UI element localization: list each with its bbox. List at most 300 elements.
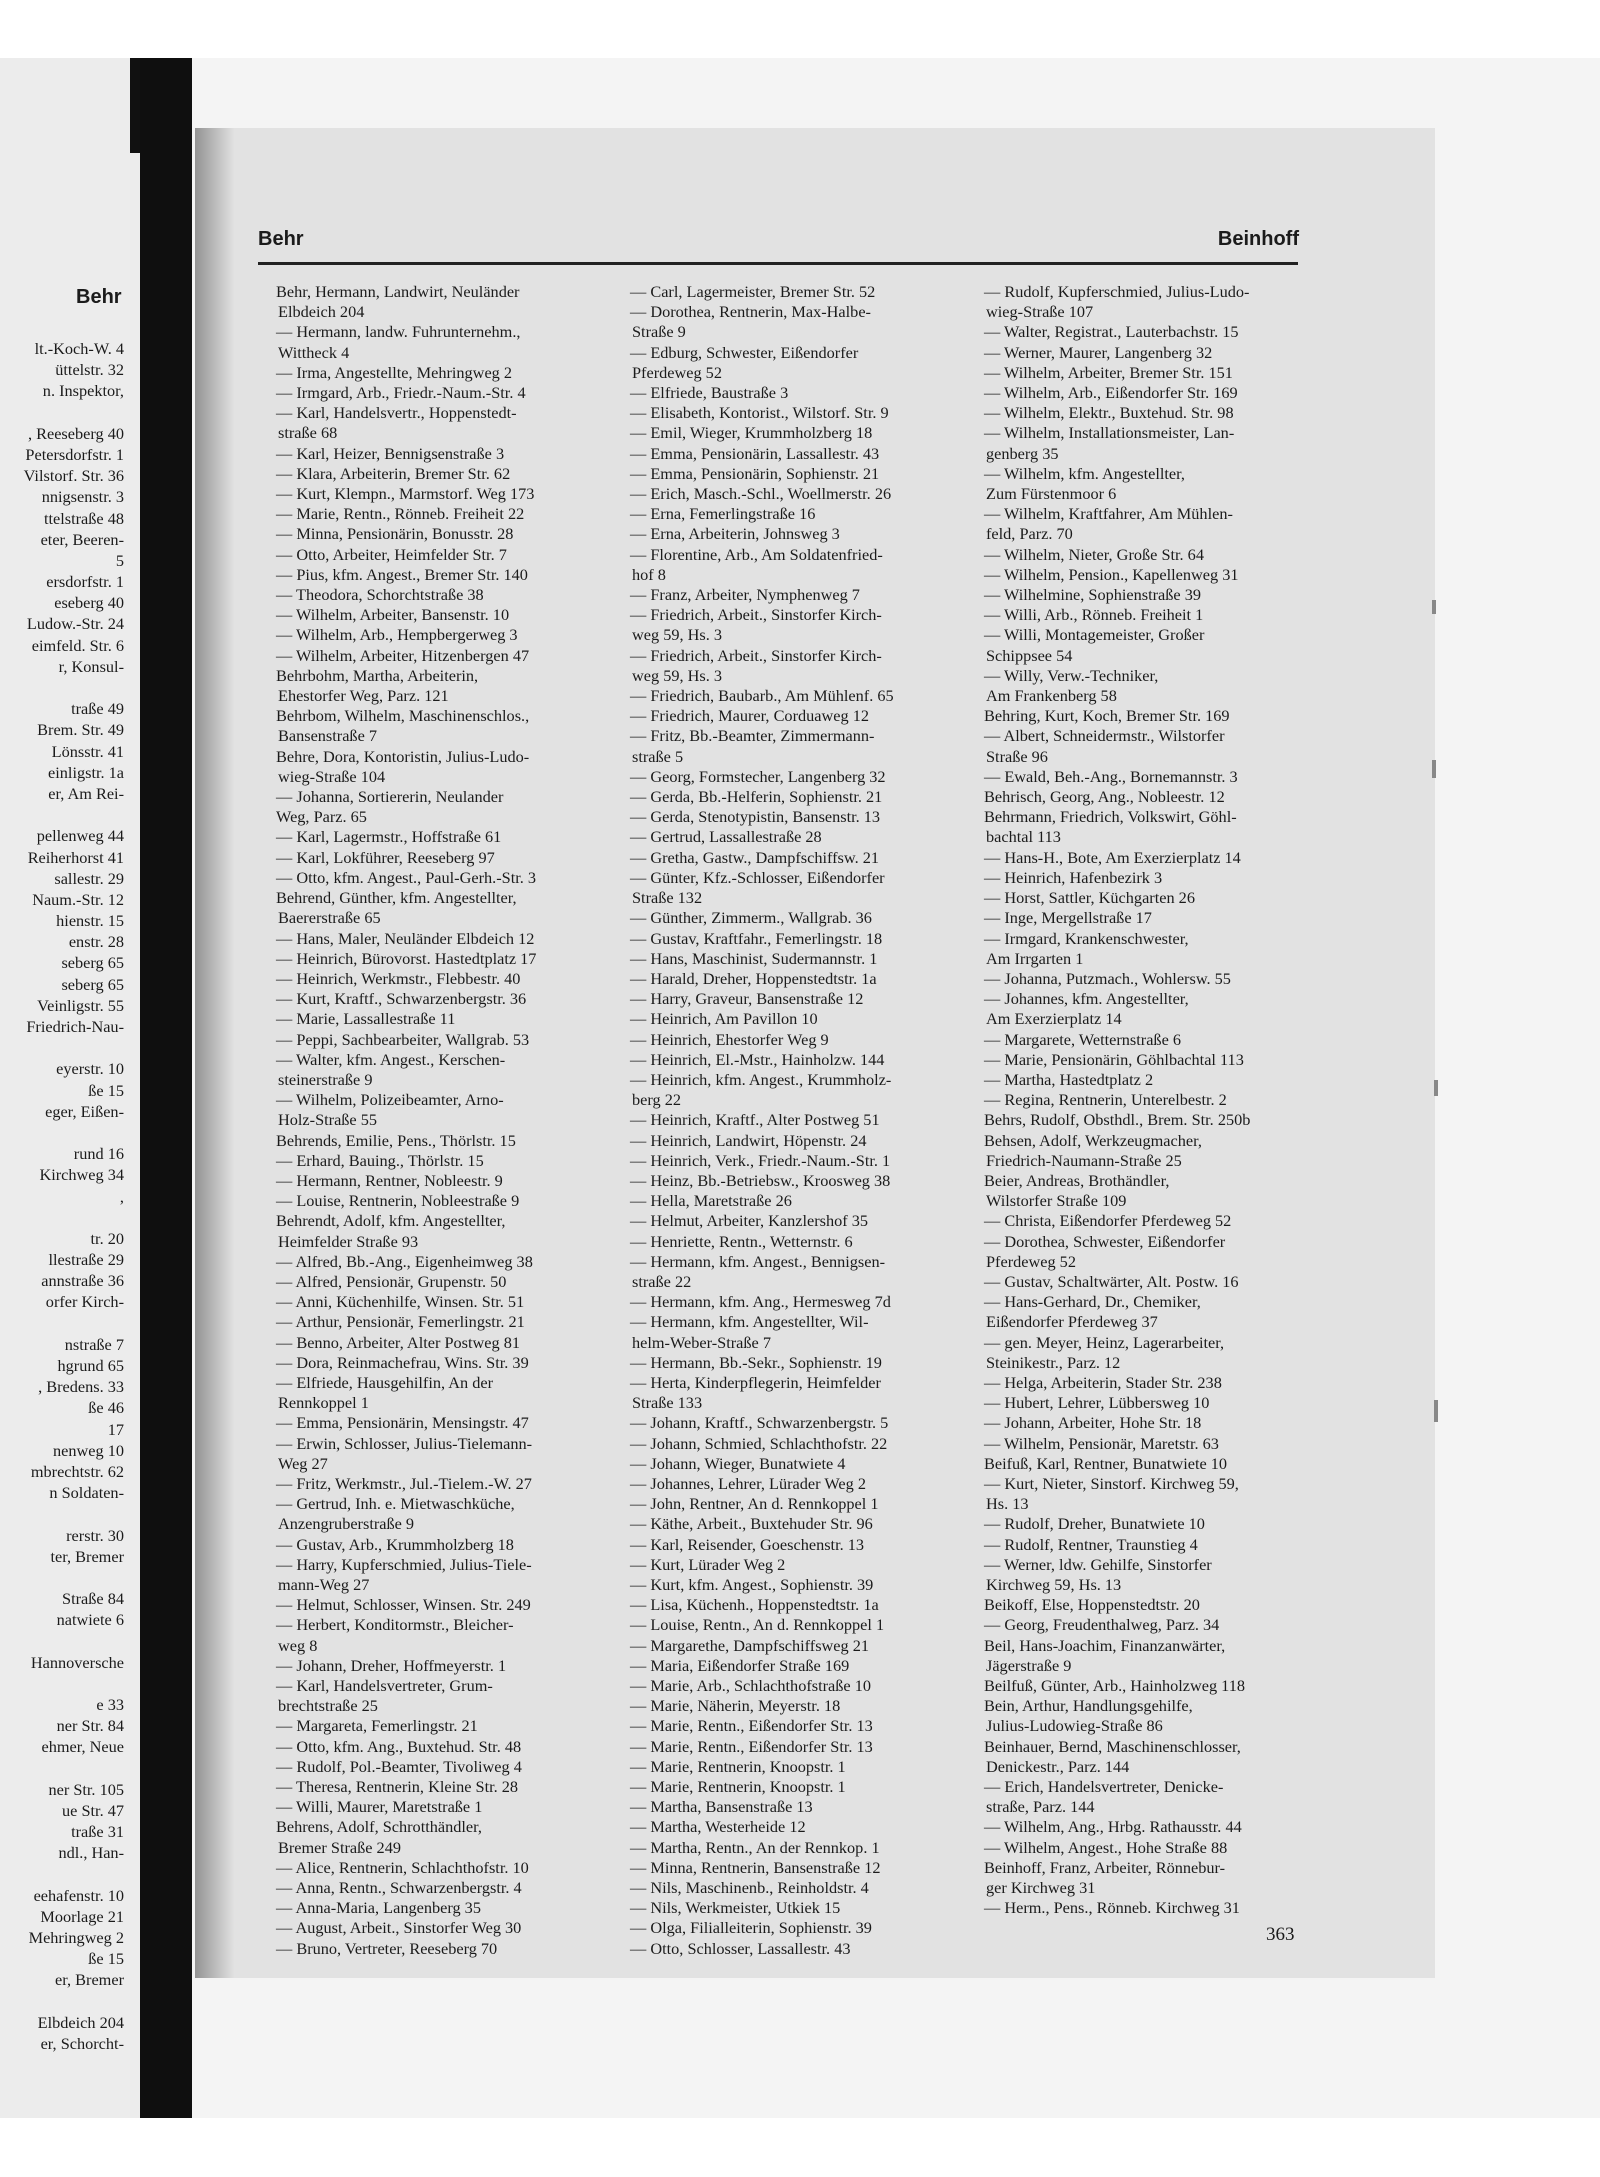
directory-entry: — Johanna, Putzmach., Wohlersw. 55	[984, 968, 1231, 988]
left-fragment-line: ner Str. 105	[48, 1779, 124, 1799]
directory-entry: — Marie, Rentn., Eißendorfer Str. 13	[630, 1716, 873, 1736]
entry-continuation: Heimfelder Straße 93	[278, 1231, 419, 1251]
directory-entry: — Hermann, Bb.-Sekr., Sophienstr. 19	[630, 1352, 882, 1372]
entry-continuation: wieg-Straße 107	[986, 302, 1094, 322]
entry-continuation: Wilstorfer Straße 109	[986, 1191, 1127, 1211]
directory-entry: — Elfriede, Hausgehilfin, An der	[276, 1372, 494, 1392]
directory-entry: — Karl, Reisender, Goeschenstr. 13	[630, 1534, 865, 1554]
directory-entry: — Johannes, Lehrer, Lürader Weg 2	[630, 1473, 866, 1493]
directory-entry: — Marie, Rentn., Eißendorfer Str. 13	[630, 1736, 873, 1756]
directory-entry: — Emma, Pensionärin, Lassallestr. 43	[630, 443, 880, 463]
directory-entry: — Käthe, Arbeit., Buxtehuder Str. 96	[630, 1514, 873, 1534]
left-page-header: Behr	[76, 286, 122, 308]
directory-entry: Behre, Dora, Kontoristin, Julius-Ludo-	[276, 746, 530, 766]
directory-entry: Behrend, Günther, kfm. Angestellter,	[276, 888, 517, 908]
entry-continuation: straße 5	[632, 746, 684, 766]
left-fragment-line: Naum.-Str. 12	[32, 889, 124, 909]
left-fragment-line: 5	[115, 550, 124, 570]
directory-entry: — Margarethe, Dampfschiffsweg 21	[630, 1635, 870, 1655]
directory-entry: — Heinrich, Werkmstr., Flebbestr. 40	[276, 968, 521, 988]
left-fragment-line	[0, 1991, 124, 2012]
directory-entry: Behsen, Adolf, Werkzeugmacher,	[984, 1130, 1202, 1150]
directory-entry: — Bruno, Vertreter, Reeseberg 70	[276, 1938, 498, 1958]
entry-continuation: ger Kirchweg 31	[986, 1878, 1096, 1898]
directory-entry: Bein, Arthur, Handlungsgehilfe,	[984, 1696, 1193, 1716]
entry-continuation: straße 68	[278, 423, 338, 443]
directory-entry: — Gerda, Bb.-Helferin, Sophienstr. 21	[630, 787, 883, 807]
directory-entry: — Erna, Femerlingstraße 16	[630, 504, 816, 524]
directory-entry: — Wilhelmine, Sophienstraße 39	[984, 585, 1201, 605]
directory-entry: — Heinrich, Kraftf., Alter Postweg 51	[630, 1110, 880, 1130]
directory-entry: — Nils, Maschinenb., Reinholdstr. 4	[630, 1878, 869, 1898]
directory-entry: — Maria, Eißendorfer Straße 169	[630, 1655, 850, 1675]
directory-entry: — Fritz, Werkmstr., Jul.-Tielem.-W. 27	[276, 1473, 532, 1493]
directory-entry: — Karl, Handelsvertr., Hoppenstedt-	[276, 403, 517, 423]
directory-entry: — Dorothea, Rentnerin, Max-Halbe-	[630, 302, 871, 322]
directory-entry: — Marie, Rentnerin, Knoopstr. 1	[630, 1756, 846, 1776]
directory-entry: — Benno, Arbeiter, Alter Postweg 81	[276, 1332, 520, 1352]
entry-continuation: Rennkoppel 1	[278, 1393, 369, 1413]
directory-entry: — Gertrud, Inh. e. Mietwaschküche,	[276, 1494, 515, 1514]
directory-entry: — Heinrich, Verk., Friedr.-Naum.-Str. 1	[630, 1150, 891, 1170]
entry-continuation: bachtal 113	[986, 827, 1061, 847]
directory-entry: — Gretha, Gastw., Dampfschiffsw. 21	[630, 847, 879, 867]
directory-entry: — Heinrich, Am Pavillon 10	[630, 1009, 818, 1029]
directory-entry: — gen. Meyer, Heinz, Lagerarbeiter,	[984, 1332, 1225, 1352]
entry-continuation: Pferdeweg 52	[632, 362, 722, 382]
entry-continuation: Zum Fürstenmoor 6	[986, 484, 1117, 504]
left-fragment-line	[0, 1758, 124, 1779]
entry-continuation: weg 59, Hs. 3	[632, 625, 722, 645]
directory-entry: — Otto, Arbeiter, Heimfelder Str. 7	[276, 544, 507, 564]
directory-entry: — Alfred, Bb.-Ang., Eigenheimweg 38	[276, 1251, 533, 1271]
directory-entry: — Herbert, Konditormstr., Bleicher-	[276, 1615, 514, 1635]
directory-entry: — Wilhelm, Installationsmeister, Lan-	[984, 423, 1235, 443]
left-fragment-line: eseberg 40	[54, 593, 124, 613]
directory-entry: — Marie, Pensionärin, Göhlbachtal 113	[984, 1049, 1244, 1069]
left-fragment-line: Vilstorf. Str. 36	[23, 466, 124, 486]
directory-entry: — Wilhelm, Pensionär, Maretstr. 63	[984, 1433, 1219, 1453]
directory-entry: — Wilhelm, Elektr., Buxtehud. Str. 98	[984, 403, 1234, 423]
directory-entry: — Edburg, Schwester, Eißendorfer	[630, 342, 859, 362]
left-fragment-line: tr. 20	[90, 1228, 124, 1248]
directory-entry: — Minna, Rentnerin, Bansenstraße 12	[630, 1857, 881, 1877]
directory-entry: — Hermann, Rentner, Nobleestr. 9	[276, 1170, 503, 1190]
left-fragment-line: ße 46	[88, 1398, 124, 1418]
left-fragment-line: hienstr. 15	[56, 911, 124, 931]
directory-column-2	[612, 282, 952, 1959]
directory-entry: — Dorothea, Schwester, Eißendorfer	[984, 1231, 1226, 1251]
margin-mark	[1432, 760, 1436, 778]
left-fragment-line	[0, 1037, 124, 1058]
entry-continuation: weg 8	[278, 1635, 318, 1655]
directory-entry: — Friedrich, Maurer, Corduaweg 12	[630, 706, 869, 726]
directory-entry: — Erich, Handelsvertreter, Denicke-	[984, 1777, 1224, 1797]
directory-entry: — Fritz, Bb.-Beamter, Zimmermann-	[630, 726, 875, 746]
directory-entry: — Martha, Rentn., An der Rennkop. 1	[630, 1837, 880, 1857]
directory-entry: Behrisch, Georg, Ang., Nobleestr. 12	[984, 787, 1225, 807]
directory-entry: — Carl, Lagermeister, Bremer Str. 52	[630, 282, 876, 301]
left-fragment-line: er, Schorcht-	[40, 2034, 124, 2053]
left-fragment-line: eehafenstr. 10	[33, 1885, 124, 1905]
directory-entry: — Heinz, Bb.-Betriebsw., Kroosweg 38	[630, 1170, 891, 1190]
left-fragment-line	[0, 677, 124, 698]
entry-continuation: Pferdeweg 52	[986, 1251, 1076, 1271]
directory-entry: — Hubert, Lehrer, Lübbersweg 10	[984, 1393, 1210, 1413]
directory-entry: — Klara, Arbeiterin, Bremer Str. 62	[276, 463, 511, 483]
entry-continuation: brechtstraße 25	[278, 1696, 378, 1716]
entry-continuation: Julius-Ludowieg-Straße 86	[986, 1716, 1163, 1736]
left-fragment-line: einligstr. 1a	[48, 762, 124, 782]
left-fragment-line: ehmer, Neue	[41, 1737, 124, 1757]
left-fragment-line: eyerstr. 10	[56, 1059, 124, 1079]
left-fragment-line	[0, 1567, 124, 1588]
entry-continuation: weg 59, Hs. 3	[632, 665, 722, 685]
directory-entry: — Margareta, Femerlingstr. 21	[276, 1716, 478, 1736]
entry-continuation: genberg 35	[986, 443, 1059, 463]
directory-entry: — Otto, kfm. Angest., Paul-Gerh.-Str. 3	[276, 867, 537, 887]
entry-continuation: Bremer Straße 249	[278, 1837, 401, 1857]
running-header-right: Beinhoff	[1217, 228, 1299, 250]
directory-entry: — Willy, Verw.-Techniker,	[984, 665, 1159, 685]
entry-continuation: Am Irrgarten 1	[986, 948, 1084, 968]
left-fragment-line: ue Str. 47	[62, 1800, 124, 1820]
left-fragment-line	[0, 1313, 124, 1334]
directory-entry: — Werner, ldw. Gehilfe, Sinstorfer	[984, 1554, 1212, 1574]
left-fragment-line: n Soldaten-	[49, 1483, 124, 1503]
entry-continuation: hof 8	[632, 564, 666, 584]
directory-entry: — Heinrich, Bürovorst. Hastedtplatz 17	[276, 948, 537, 968]
left-fragment-line: rund 16	[73, 1144, 124, 1164]
directory-entry: Behrbohm, Martha, Arbeiterin,	[276, 665, 479, 685]
directory-entry: — Johannes, kfm. Angestellter,	[984, 989, 1189, 1009]
directory-entry: — Wilhelm, Arb., Eißendorfer Str. 169	[984, 383, 1238, 403]
directory-entry: — Karl, Heizer, Bennigsenstraße 3	[276, 443, 505, 463]
directory-entry: — Ewald, Beh.-Ang., Bornemannstr. 3	[984, 766, 1238, 786]
directory-entry: — Hermann, landw. Fuhrunternehm.,	[276, 322, 521, 342]
directory-entry: — Louise, Rentnerin, Nobleestraße 9	[276, 1191, 520, 1211]
directory-entry: — Helmut, Arbeiter, Kanzlershof 35	[630, 1211, 869, 1231]
directory-entry: — Gustav, Schaltwärter, Alt. Postw. 16	[984, 1271, 1239, 1291]
left-fragment-line	[0, 1503, 124, 1524]
left-fragment-line: r, Konsul-	[58, 656, 124, 676]
directory-entry: — Otto, kfm. Ang., Buxtehud. Str. 48	[276, 1736, 522, 1756]
directory-entry: — Johann, Arbeiter, Hohe Str. 18	[984, 1413, 1202, 1433]
directory-column-1	[258, 282, 598, 1959]
left-fragment-line: ter, Bremer	[50, 1546, 124, 1566]
directory-entry: Beifuß, Karl, Rentner, Bunatwiete 10	[984, 1453, 1228, 1473]
directory-entry: — Willi, Maurer, Maretstraße 1	[276, 1797, 483, 1817]
directory-entry: — Friedrich, Arbeit., Sinstorfer Kirch-	[630, 605, 882, 625]
entry-continuation: Friedrich-Naumann-Straße 25	[986, 1150, 1182, 1170]
directory-entry: Beinhauer, Bernd, Maschinenschlosser,	[984, 1736, 1241, 1756]
directory-entry: — Arthur, Pensionär, Femerlingstr. 21	[276, 1312, 525, 1332]
running-header-left: Behr	[258, 228, 304, 250]
directory-entry: — Heinrich, kfm. Angest., Krummholz-	[630, 1069, 892, 1089]
directory-entry: — Kurt, Klempn., Marmstorf. Weg 173	[276, 484, 535, 504]
entry-continuation: steinerstraße 9	[278, 1069, 373, 1089]
directory-entry: — Heinrich, El.-Mstr., Hainholzw. 144	[630, 1049, 885, 1069]
directory-entry: — Johann, Kraftf., Schwarzenbergstr. 5	[630, 1413, 889, 1433]
directory-entry: — Wilhelm, Arbeiter, Bansenstr. 10	[276, 605, 510, 625]
left-fragment-line: ndl., Han-	[58, 1843, 124, 1863]
directory-entry: — Erwin, Schlosser, Julius-Tielemann-	[276, 1433, 533, 1453]
left-fragment-line: traße 49	[71, 699, 124, 719]
directory-entry: — Hans, Maschinist, Sudermannstr. 1	[630, 948, 878, 968]
directory-entry: — Minna, Pensionärin, Bonusstr. 28	[276, 524, 514, 544]
directory-entry: — Georg, Freudenthalweg, Parz. 34	[984, 1615, 1220, 1635]
directory-entry: — Rudolf, Pol.-Beamter, Tivoliweg 4	[276, 1756, 522, 1776]
directory-entry: — Harry, Kupferschmied, Julius-Tiele-	[276, 1554, 532, 1574]
left-fragment-line: Kirchweg 34	[39, 1165, 124, 1185]
directory-entry: — Florentine, Arb., Am Soldatenfried-	[630, 544, 883, 564]
directory-entry: — Gustav, Kraftfahr., Femerlingstr. 18	[630, 928, 883, 948]
entry-continuation: Wittheck 4	[278, 342, 350, 362]
directory-entry: — Georg, Formstecher, Langenberg 32	[630, 766, 886, 786]
directory-entry: — Wilhelm, Arb., Hempbergerweg 3	[276, 625, 518, 645]
entry-continuation: berg 22	[632, 1090, 681, 1110]
directory-entry: — Wilhelm, Pension., Kapellenweg 31	[984, 564, 1239, 584]
directory-entry: — Heinrich, Hafenbezirk 3	[984, 867, 1163, 887]
left-fragment-line: Moorlage 21	[40, 1906, 124, 1926]
entry-continuation: Am Exerzierplatz 14	[986, 1009, 1122, 1029]
left-fragment-line: er, Am Rei-	[48, 783, 124, 803]
directory-column-3	[966, 282, 1306, 1918]
directory-entry: — Hans, Maler, Neuländer Elbdeich 12	[276, 928, 535, 948]
left-fragment-line: ner Str. 84	[56, 1716, 124, 1736]
entry-continuation: Hs. 13	[986, 1494, 1029, 1514]
left-fragment-line: seberg 65	[61, 974, 124, 994]
directory-entry: — Henriette, Rentn., Wetternstr. 6	[630, 1231, 853, 1251]
directory-entry: — Wilhelm, Ang., Hrbg. Rathausstr. 44	[984, 1817, 1242, 1837]
directory-entry: — Wilhelm, Arbeiter, Hitzenbergen 47	[276, 645, 530, 665]
directory-entry: — Harald, Dreher, Hoppenstedtstr. 1a	[630, 968, 877, 988]
directory-entry: — Walter, Registrat., Lauterbachstr. 15	[984, 322, 1239, 342]
directory-entry: Behrs, Rudolf, Obsthdl., Brem. Str. 250b	[984, 1110, 1251, 1130]
directory-entry: Beinhoff, Franz, Arbeiter, Rönnebur-	[984, 1857, 1226, 1877]
left-fragment-line: ße 15	[88, 1080, 124, 1100]
directory-entry: Behring, Kurt, Koch, Bremer Str. 169	[984, 706, 1230, 726]
left-fragment-line: Elbdeich 204	[37, 2012, 124, 2032]
directory-entry: Behrendt, Adolf, kfm. Angestellter,	[276, 1211, 506, 1231]
directory-entry: — Rudolf, Dreher, Bunatwiete 10	[984, 1514, 1205, 1534]
left-fragment-line: Petersdorfstr. 1	[25, 444, 124, 464]
left-fragment-line: enstr. 28	[68, 932, 124, 952]
directory-entry: — Marie, Näherin, Meyerstr. 18	[630, 1696, 841, 1716]
directory-entry: — Erich, Masch.-Schl., Woellmerstr. 26	[630, 484, 892, 504]
directory-entry: — Willi, Arb., Rönneb. Freiheit 1	[984, 605, 1204, 625]
directory-entry: — Martha, Bansenstraße 13	[630, 1797, 813, 1817]
left-fragment-line: mbrechtstr. 62	[30, 1461, 124, 1481]
left-fragment-line: seberg 65	[61, 953, 124, 973]
header-rule	[258, 262, 1298, 265]
entry-continuation: feld, Parz. 70	[986, 524, 1073, 544]
directory-entry: — Anna, Rentn., Schwarzenbergstr. 4	[276, 1878, 522, 1898]
directory-entry: — Rudolf, Rentner, Traunstieg 4	[984, 1534, 1198, 1554]
left-fragment-line: Brem. Str. 49	[37, 720, 124, 740]
directory-entry: — Hermann, kfm. Ang., Hermesweg 7d	[630, 1292, 891, 1312]
directory-entry: — Irmgard, Arb., Friedr.-Naum.-Str. 4	[276, 383, 526, 403]
directory-entry: — Theresa, Rentnerin, Kleine Str. 28	[276, 1777, 519, 1797]
directory-entry: — Günter, Kfz.-Schlosser, Eißendorfer	[630, 867, 885, 887]
entry-continuation: wieg-Straße 104	[278, 766, 386, 786]
directory-entry: — Erna, Arbeiterin, Johnsweg 3	[630, 524, 840, 544]
entry-continuation: Am Frankenberg 58	[986, 686, 1117, 706]
directory-entry: — Johann, Schmied, Schlachthofstr. 22	[630, 1433, 888, 1453]
directory-entry: — August, Arbeit., Sinstorfer Weg 30	[276, 1918, 522, 1938]
directory-entry: — Gerda, Stenotypistin, Bansenstr. 13	[630, 807, 881, 827]
entry-continuation: Elbdeich 204	[278, 302, 365, 322]
left-fragment-line: e 33	[96, 1695, 124, 1714]
directory-entry: — Irmgard, Krankenschwester,	[984, 928, 1189, 948]
entry-continuation: Weg 27	[278, 1453, 328, 1473]
left-fragment-line	[0, 804, 124, 825]
directory-entry: Beil, Hans-Joachim, Finanzanwärter,	[984, 1635, 1226, 1655]
left-fragment-line: Friedrich-Nau-	[26, 1017, 124, 1036]
directory-entry: — Marie, Rentnerin, Knoopstr. 1	[630, 1777, 846, 1797]
directory-entry: — Emma, Pensionärin, Mensingstr. 47	[276, 1413, 529, 1433]
directory-entry: — Johann, Wieger, Bunatwiete 4	[630, 1453, 846, 1473]
left-fragment-line: nnigsenstr. 3	[41, 487, 124, 507]
directory-entry: — Lisa, Küchenh., Hoppenstedtstr. 1a	[630, 1595, 879, 1615]
margin-mark	[1434, 1400, 1438, 1422]
entry-continuation: Straße 96	[986, 746, 1048, 766]
left-fragment-line: , Bredens. 33	[38, 1377, 124, 1397]
entry-continuation: Jägerstraße 9	[986, 1655, 1072, 1675]
directory-entry: — Marie, Rentn., Rönneb. Freiheit 22	[276, 504, 525, 524]
directory-entry: Behrbom, Wilhelm, Maschinenschlos.,	[276, 706, 530, 726]
directory-entry: — Willi, Montagemeister, Großer	[984, 625, 1205, 645]
entry-continuation: Ehestorfer Weg, Parz. 121	[278, 686, 449, 706]
entry-continuation: Holz-Straße 55	[278, 1110, 378, 1130]
left-fragment-line: Mehringweg 2	[28, 1928, 124, 1948]
directory-entry: — Heinrich, Landwirt, Höpenstr. 24	[630, 1130, 867, 1150]
left-fragment-line: Veinligstr. 55	[37, 995, 124, 1015]
directory-entry: — Hella, Maretstraße 26	[630, 1191, 792, 1211]
directory-entry: — Harry, Graveur, Bansenstraße 12	[630, 989, 864, 1009]
directory-entry: — Friedrich, Baubarb., Am Mühlenf. 65	[630, 686, 894, 706]
directory-entry: — John, Rentner, An d. Rennkoppel 1	[630, 1494, 879, 1514]
left-fragment-line: Lönsstr. 41	[51, 741, 124, 761]
left-fragment-line: Reiherhorst 41	[27, 847, 124, 867]
margin-mark	[1434, 1080, 1438, 1096]
entry-continuation: Anzengruberstraße 9	[278, 1514, 415, 1534]
directory-entry: — Wilhelm, Arbeiter, Bremer Str. 151	[984, 362, 1233, 382]
left-fragment-line: pellenweg 44	[36, 826, 124, 846]
page-gutter-shadow	[195, 128, 235, 1978]
directory-entry: — Nils, Werkmeister, Utkiek 15	[630, 1898, 841, 1918]
directory-entry: — Walter, kfm. Angest., Kerschen-	[276, 1049, 506, 1069]
entry-continuation: Kirchweg 59, Hs. 13	[986, 1575, 1122, 1594]
left-fragment-line: 17	[107, 1419, 124, 1439]
directory-entry: Weg, Parz. 65	[276, 807, 367, 827]
directory-entry: — Marie, Lassallestraße 11	[276, 1009, 456, 1029]
entry-continuation: Schippsee 54	[986, 645, 1073, 665]
left-fragment-line: nenweg 10	[53, 1440, 124, 1460]
entry-continuation: Steinikestr., Parz. 12	[986, 1352, 1121, 1372]
left-fragment-line: lt.-Koch-W. 4	[34, 339, 124, 358]
directory-entry: — Regina, Rentnerin, Unterelbestr. 2	[984, 1090, 1227, 1110]
directory-entry: — Elfriede, Baustraße 3	[630, 383, 789, 403]
left-fragment-line	[0, 402, 124, 423]
directory-entry: — Wilhelm, Polizeibeamter, Arno-	[276, 1090, 504, 1110]
entry-continuation: Baererstraße 65	[278, 908, 381, 928]
margin-mark	[1432, 600, 1436, 614]
page-number: 363	[1266, 1924, 1295, 1945]
left-fragment-line: n. Inspektor,	[42, 381, 124, 401]
directory-entry: — Karl, Lagermstr., Hoffstraße 61	[276, 827, 502, 847]
left-fragment-line: er, Bremer	[55, 1970, 124, 1990]
left-fragment-line: ersdorfstr. 1	[46, 572, 124, 592]
directory-entry: — Heinrich, Ehestorfer Weg 9	[630, 1029, 829, 1049]
left-fragment-line: nstraße 7	[64, 1334, 124, 1354]
directory-entry: — Helmut, Schlosser, Winsen. Str. 249	[276, 1595, 531, 1615]
directory-entry: — Helga, Arbeiterin, Stader Str. 238	[984, 1372, 1222, 1392]
entry-continuation: helm-Weber-Straße 7	[632, 1332, 771, 1352]
directory-entry: — Herta, Kinderpflegerin, Heimfelder	[630, 1372, 881, 1392]
directory-entry: Beier, Andreas, Brothändler,	[984, 1170, 1170, 1190]
left-fragment-line: orfer Kirch-	[45, 1292, 124, 1312]
directory-entry: — Gustav, Arb., Krummholzberg 18	[276, 1534, 514, 1554]
directory-entry: — Louise, Rentn., An d. Rennkoppel 1	[630, 1615, 885, 1635]
left-page-fragments	[0, 338, 124, 2054]
directory-entry: — Anna-Maria, Langenberg 35	[276, 1898, 481, 1918]
directory-entry: — Irma, Angestellte, Mehringweg 2	[276, 362, 513, 382]
directory-entry: — Wilhelm, Kraftfahrer, Am Mühlen-	[984, 504, 1233, 524]
left-fragment-line: annstraße 36	[41, 1271, 124, 1291]
left-fragment-line: llestraße 29	[48, 1250, 124, 1270]
directory-entry: — Marie, Arb., Schlachthofstraße 10	[630, 1676, 871, 1696]
entry-continuation: Bansenstraße 7	[278, 726, 378, 746]
directory-entry: — Johanna, Sortiererin, Neulander	[276, 787, 504, 807]
left-fragment-line: eter, Beeren-	[40, 529, 124, 549]
directory-entry: — Inge, Mergellstraße 17	[984, 908, 1152, 928]
left-fragment-line: ttelstraße 48	[43, 508, 124, 528]
directory-entry: — Erhard, Bauing., Thörlstr. 15	[276, 1150, 484, 1170]
left-fragment-line: Ludow.-Str. 24	[26, 614, 124, 634]
directory-entry: Behrends, Emilie, Pens., Thörlstr. 15	[276, 1130, 516, 1150]
entry-continuation: Denickestr., Parz. 144	[986, 1756, 1130, 1776]
directory-entry: — Christa, Eißendorfer Pferdeweg 52	[984, 1211, 1232, 1231]
entry-continuation: mann-Weg 27	[278, 1575, 370, 1594]
left-fragment-line: ,	[119, 1186, 124, 1206]
directory-entry: — Karl, Lokführer, Reeseberg 97	[276, 847, 495, 867]
left-fragment-line: eger, Eißen-	[45, 1101, 124, 1121]
directory-entry: — Wilhelm, kfm. Angestellter,	[984, 463, 1185, 483]
left-fragment-line	[0, 1864, 124, 1885]
left-fragment-line: üttelstr. 32	[55, 360, 124, 380]
directory-entry: — Gertrud, Lassallestraße 28	[630, 827, 822, 847]
directory-entry: — Hans-H., Bote, Am Exerzierplatz 14	[984, 847, 1241, 867]
directory-entry: — Kurt, Nieter, Sinstorf. Kirchweg 59,	[984, 1473, 1239, 1493]
directory-entry: — Wilhelm, Angest., Hohe Straße 88	[984, 1837, 1228, 1857]
directory-entry: — Friedrich, Arbeit., Sinstorfer Kirch-	[630, 645, 882, 665]
directory-entry: — Alfred, Pensionär, Grupenstr. 50	[276, 1271, 507, 1291]
directory-entry: — Emma, Pensionärin, Sophienstr. 21	[630, 463, 880, 483]
left-fragment-line	[0, 1122, 124, 1143]
directory-entry: — Günther, Zimmerm., Wallgrab. 36	[630, 908, 872, 928]
directory-entry: — Alice, Rentnerin, Schlachthofstr. 10	[276, 1857, 529, 1877]
entry-continuation: Eißendorfer Pferdeweg 37	[986, 1312, 1158, 1332]
directory-entry: Beikoff, Else, Hoppenstedtstr. 20	[984, 1595, 1200, 1615]
directory-entry: — Elisabeth, Kontorist., Wilstorf. Str. 9	[630, 403, 889, 423]
left-fragment-line	[0, 1207, 124, 1228]
directory-entry: — Kurt, kfm. Angest., Sophienstr. 39	[630, 1575, 874, 1594]
directory-entry: — Otto, Schlosser, Lassallestr. 43	[630, 1938, 851, 1958]
directory-entry: — Margarete, Wetternstraße 6	[984, 1029, 1182, 1049]
directory-entry: — Rudolf, Kupferschmied, Julius-Ludo-	[984, 282, 1250, 301]
entry-continuation: straße, Parz. 144	[986, 1797, 1095, 1817]
